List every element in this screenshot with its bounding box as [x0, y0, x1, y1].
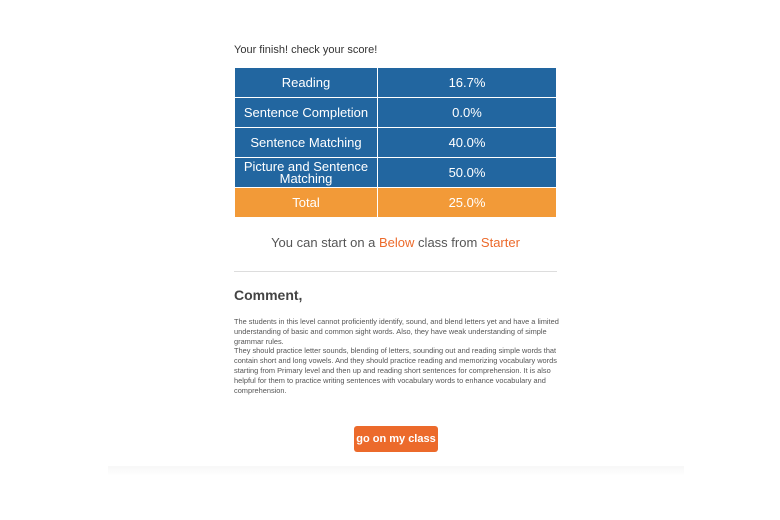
table-row: [235, 68, 557, 98]
result-level: Below: [379, 235, 415, 250]
intro-text: Your finish! check your score!: [234, 44, 378, 56]
section-score: 16.7%: [378, 68, 557, 98]
divider: [234, 271, 557, 272]
result-prefix: You can start on a: [271, 235, 380, 250]
placement-result: [234, 235, 557, 250]
total-row: [235, 188, 557, 218]
total-score: 25.0%: [378, 188, 557, 218]
comment-paragraph: The students in this level cannot proficiently identify, sound, and blend letters yet and have a limited understanding of basic and common sight words. Also, they have weak understanding of simple grammar rules.: [234, 317, 559, 346]
section-score: 50.0%: [378, 158, 557, 188]
result-middle: class from: [414, 235, 481, 250]
section-label: Sentence Completion: [235, 98, 378, 128]
table-row: [235, 128, 557, 158]
comment-title: Comment,: [234, 287, 303, 303]
section-score: 0.0%: [378, 98, 557, 128]
score-table: [234, 67, 557, 218]
comment-body: [234, 317, 560, 395]
card-bottom-shadow: [108, 466, 684, 476]
comment-paragraph: They should practice letter sounds, blending of letters, sounding out and reading simple words that contain short and long vowels. And they should practice reading and memorizing vocabulary words starting from Primary level and then up and reading short sentences for comprehension. It is also helpful for them to practice writing sentences with vocabulary words to enhance vocabulary and comprehension.: [234, 346, 557, 395]
total-label: Total: [235, 188, 378, 218]
table-row: [235, 158, 557, 188]
result-course: Starter: [480, 235, 520, 250]
go-on-my-class-button[interactable]: go on my class: [354, 426, 438, 452]
section-score: 40.0%: [378, 128, 557, 158]
section-label: Sentence Matching: [235, 128, 378, 158]
section-label: Picture and Sentence Matching: [235, 158, 378, 188]
table-row: [235, 98, 557, 128]
section-label: Reading: [235, 68, 378, 98]
